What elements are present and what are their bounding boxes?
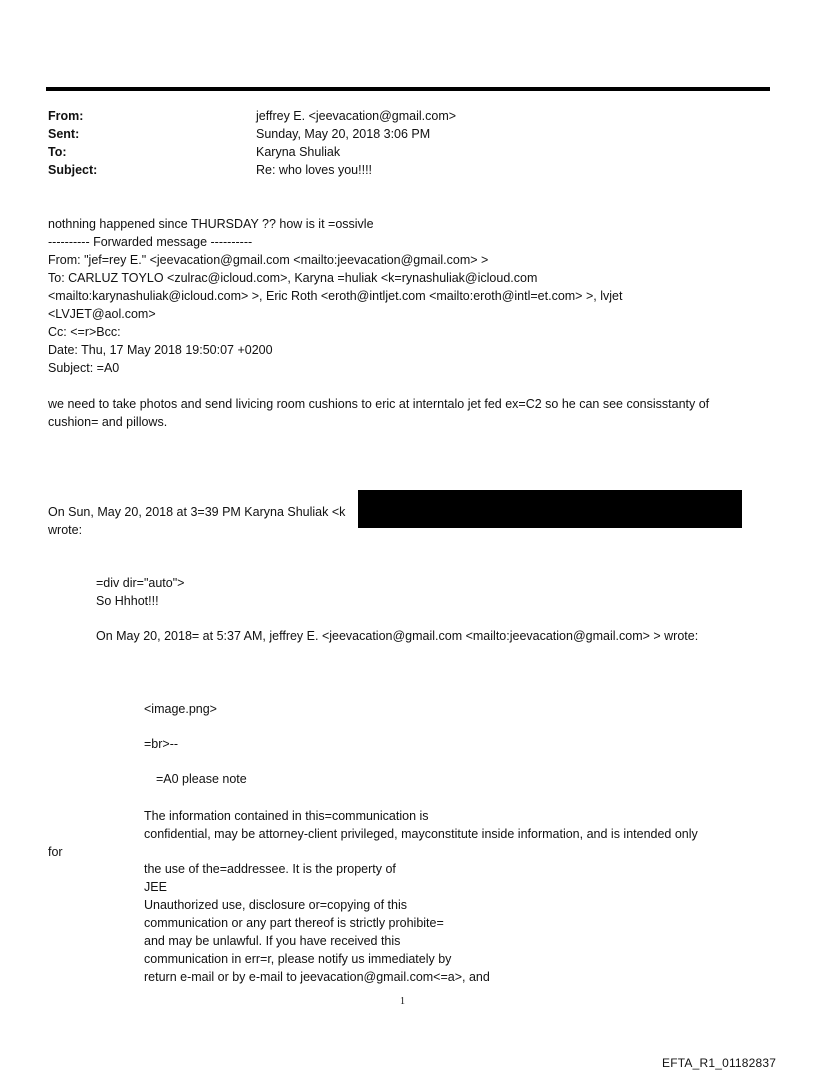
quote-line: =div dir="auto"> xyxy=(96,576,185,590)
disclaimer-line: and may be unlawful. If you have received this xyxy=(144,934,401,948)
header-rule xyxy=(46,87,770,91)
forwarded-to-cont: <mailto:karynashuliak@icloud.com> >, Eric Roth <eroth@intljet.com <mailto:eroth@intl=et.com> >, lvjet xyxy=(48,289,623,303)
disclaimer-line: JEE xyxy=(144,880,167,894)
forwarded-separator: ---------- Forwarded message ---------- xyxy=(48,235,253,249)
page-number: 1 xyxy=(400,996,405,1007)
quote-line: =br>-- xyxy=(144,737,179,751)
body-line: cushion= and pillows. xyxy=(48,415,168,429)
image-placeholder: <image.png> xyxy=(144,702,217,716)
disclaimer-line: for xyxy=(48,845,63,859)
disclaimer-line: the use of the=addressee. It is the property of xyxy=(144,862,396,876)
disclaimer-line: communication or any part thereof is strictly prohibite= xyxy=(144,916,444,930)
to-value: Karyna Shuliak xyxy=(256,145,341,159)
disclaimer-line: confidential, may be attorney-client privileged, mayconstitute inside information, and is intended only xyxy=(144,827,698,841)
forwarded-to: To: CARLUZ TOYLO <zulrac@icloud.com>, Karyna =huliak <k=rynashuliak@icloud.com xyxy=(48,271,538,285)
subject-value: Re: who loves you!!!! xyxy=(256,163,373,177)
forwarded-subject: Subject: =A0 xyxy=(48,361,120,375)
forwarded-from: From: "jef=rey E." <jeevacation@gmail.com <mailto:jeevacation@gmail.com> > xyxy=(48,253,489,267)
quote-line: =A0 please note xyxy=(156,772,247,786)
body-line: nothning happened since THURSDAY ?? how is it =ossivle xyxy=(48,217,374,231)
forwarded-date: Date: Thu, 17 May 2018 19:50:07 +0200 xyxy=(48,343,273,357)
disclaimer-line: The information contained in this=communication is xyxy=(144,809,429,823)
quote-reply-header: On May 20, 2018= at 5:37 AM, jeffrey E. <jeevacation@gmail.com <mailto:jeevacation@gmail.com> > wrote: xyxy=(96,629,699,643)
sent-value: Sunday, May 20, 2018 3:06 PM xyxy=(256,127,431,141)
to-label: To: xyxy=(48,145,67,159)
body-line: we need to take photos and send livicing room cushions to eric at interntalo jet fed ex=C2 so he can see consisstanty of xyxy=(48,397,710,411)
reply-header-wrote: wrote: xyxy=(48,523,83,537)
quote-line: So Hhhot!!! xyxy=(96,594,159,608)
from-label: From: xyxy=(48,109,84,123)
sent-label: Sent: xyxy=(48,127,80,141)
disclaimer-line: Unauthorized use, disclosure or=copying of this xyxy=(144,898,407,912)
redaction-block xyxy=(358,490,742,528)
subject-label: Subject: xyxy=(48,163,98,177)
disclaimer-line: communication in err=r, please notify us immediately by xyxy=(144,952,452,966)
forwarded-cc: Cc: <=r>Bcc: xyxy=(48,325,121,339)
from-value: jeffrey E. <jeevacation@gmail.com> xyxy=(256,109,457,123)
disclaimer-line: return e-mail or by e-mail to jeevacation@gmail.com<=a>, and xyxy=(144,970,490,984)
forwarded-to-cont2: <LVJET@aol.com> xyxy=(48,307,156,321)
document-id: EFTA_R1_01182837 xyxy=(662,1056,777,1070)
reply-header: On Sun, May 20, 2018 at 3=39 PM Karyna Shuliak <k xyxy=(48,505,346,519)
